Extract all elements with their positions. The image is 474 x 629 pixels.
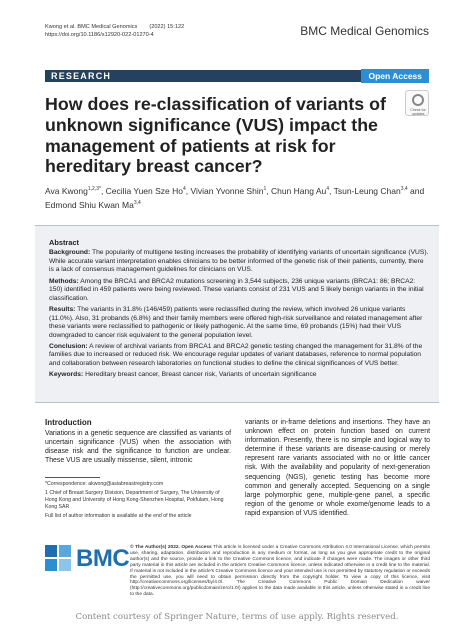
check-updates-icon (412, 94, 424, 106)
author-line-2 (45, 197, 430, 211)
license-text: © The Author(s) 2022. Open Access This article is licensed under a Creative Commons Attribution 4.0 International License, which permits use, sharing, adaptation, distribution and reproduction in any medium or format, as long as you give appropriate credit to the original author(s) and the source, provide a link to the Creative Commons licence, and indicate if changes were made. The images or other third party material in this article are included in the article's Creative Commons licence, unless indicated otherwise in a credit line to the material. If material is not included in the article's Creative Commons licence and your intended use is not permitted by statutory regulation or exceeds the permitted use, you will need to obtain permission directly from the copyright holder. To view a copy of this licence, visit http://creativecommons.org/licenses/by/4.0/. The Creative Commons Public Domain Dedication waiver (http://creativecommons.org/publicdomain/zero/1.0/) applies to the data made available in this article, unless otherwise stated in a credit line to the data. (130, 545, 430, 598)
intro-right-column: variants or in-frame deletions and insertions. They have an unknown effect on protein function based on current information. Presently, there is no simple and logical way to determine if these variants are disease-causing or merely represent rare variants associated with no or little cancer risk. With the availability and popularity of next-generation sequencing (NGS), genetic testing has become more common and generally accepted. Sequencing on a single large polymorphic gene, multiple-gene panel, a specific region of the genome or whole exome/genome leads to a rapid expansion of VUS identified. (245, 419, 430, 517)
citation-journal: Kwong et al. BMC Medical Genomics (45, 24, 138, 30)
abstract-methods: Methods: Among the BRCA1 and BRCA2 mutations screening in 3,544 subjects, 236 unique variants (BRCA1: 86; BRCA2: 150) identified in 459 patients were being reviewed. These variants consist of 231 VUS and 5 likely benign variants in the initial classification. (49, 277, 424, 302)
bmc-logo-icon (45, 545, 73, 571)
bmc-logo-text: BMC (76, 545, 130, 572)
author-affiliation-mark: 4 (326, 186, 330, 192)
article-type: RESEARCH (51, 71, 112, 81)
intro-text: Variations in a genetic sequence are classified as variants of uncertain significance (VUS) when the association with disease risk and the significance to function are unclear. These VUS are usually missense, silent, intronic (45, 430, 231, 465)
article-type-bar (45, 70, 429, 82)
affiliation: 1 Chief of Breast Surgery Division, Department of Surgery, The University of Hong Kong and University of Hong Kong-Shenzhen Hospital, Pokfulam, Hong Kong SAR (45, 490, 224, 510)
abstract-heading: Abstract (49, 238, 79, 247)
bmc-logo (45, 545, 130, 572)
author-affiliation-mark: 3,4 (400, 186, 408, 192)
author-name: , Vivian Yvonne Shin (185, 185, 264, 196)
bmc-logo-square (59, 545, 71, 557)
author-affiliation-mark: 4 (183, 186, 186, 192)
author-name: , Cecilia Yuen Sze Ho (100, 185, 183, 196)
correspondence[interactable]: *Correspondence: akwong@asiabreastregistry.com (45, 481, 164, 487)
abstract-background: Background: The popularity of multigene testing increases the probability of identifying variants of uncertain significance (VUS). While accurate variant interpretation enables clinicians to be better informed of the genetic risk of their patients, currently, there is a lack of consensus management guidelines for clinicians on VUS. (49, 249, 429, 274)
author-affiliation-mark: 1,2,3* (87, 186, 101, 192)
full-list-note: Full list of author information is available at the end of the article (45, 513, 192, 519)
abstract-results: Results: The variants in 31.8% (146/459) patients were reclassified during the review, which involved 26 unique variants (11.0%). Also, 31 probands (6.8%) and their family members were offered high-risk surveillance and related management after these variants were reclassified to pathogenic or likely pathogenic. At the same time, 69 probands (15%) had their VUS downgraded to cancer risk equivalent to the general population level. (49, 306, 423, 339)
bmc-logo-square (59, 559, 71, 571)
page-header (45, 24, 429, 48)
open-access-badge: Open Access (361, 69, 429, 83)
citation-doi[interactable]: https://doi.org/10.1186/s12920-022-01270-4 (45, 31, 154, 38)
abstract-box (35, 225, 439, 403)
intro-left-column (45, 418, 231, 465)
footnotes (45, 481, 231, 522)
author-name: Ava Kwong (45, 185, 88, 196)
author-list (45, 183, 430, 211)
check-updates-label: Check for updates (410, 108, 426, 116)
author-name: Edmond Shiu Kwan Ma (45, 199, 134, 210)
citation (45, 24, 184, 39)
intro-heading: Introduction (45, 418, 92, 427)
footnote-divider (45, 477, 100, 478)
courtesy-footer: Content courtesy of Springer Nature, terms of use apply. Rights reserved. (75, 612, 399, 622)
author-line-1 (45, 183, 430, 197)
author-name: , Chun Hang Au (266, 185, 327, 196)
author-name: and (407, 185, 425, 196)
bmc-logo-square (45, 545, 57, 557)
abstract-conclusion: Conclusion: A review of archival variants from BRCA1 and BRCA2 genetic testing changed the management for 31.8% of the families due to increased or reduced risk. We encourage regular updates of variant databases, reference to normal population and collaboration between research laboratories on functional studies to define the clinical significances of VUS better. (49, 342, 423, 367)
article-title: How does re-classification of variants of unknown significance (VUS) impact the management of patients at risk for hereditary breast cancer? (45, 94, 386, 177)
keywords: Keywords: Hereditary breast cancer, Breast cancer risk, Variants of uncertain significance (49, 371, 317, 379)
author-affiliation-mark: 3,4 (133, 199, 141, 206)
citation-year: (2022) 15:122 (149, 24, 185, 30)
author-name: , Tsun-Leung Chan (329, 185, 401, 196)
bmc-logo-square (45, 559, 57, 571)
journal-name: BMC Medical Genomics (300, 24, 429, 38)
check-for-updates-button[interactable] (405, 90, 429, 116)
author-affiliation-mark: 1 (263, 186, 267, 192)
